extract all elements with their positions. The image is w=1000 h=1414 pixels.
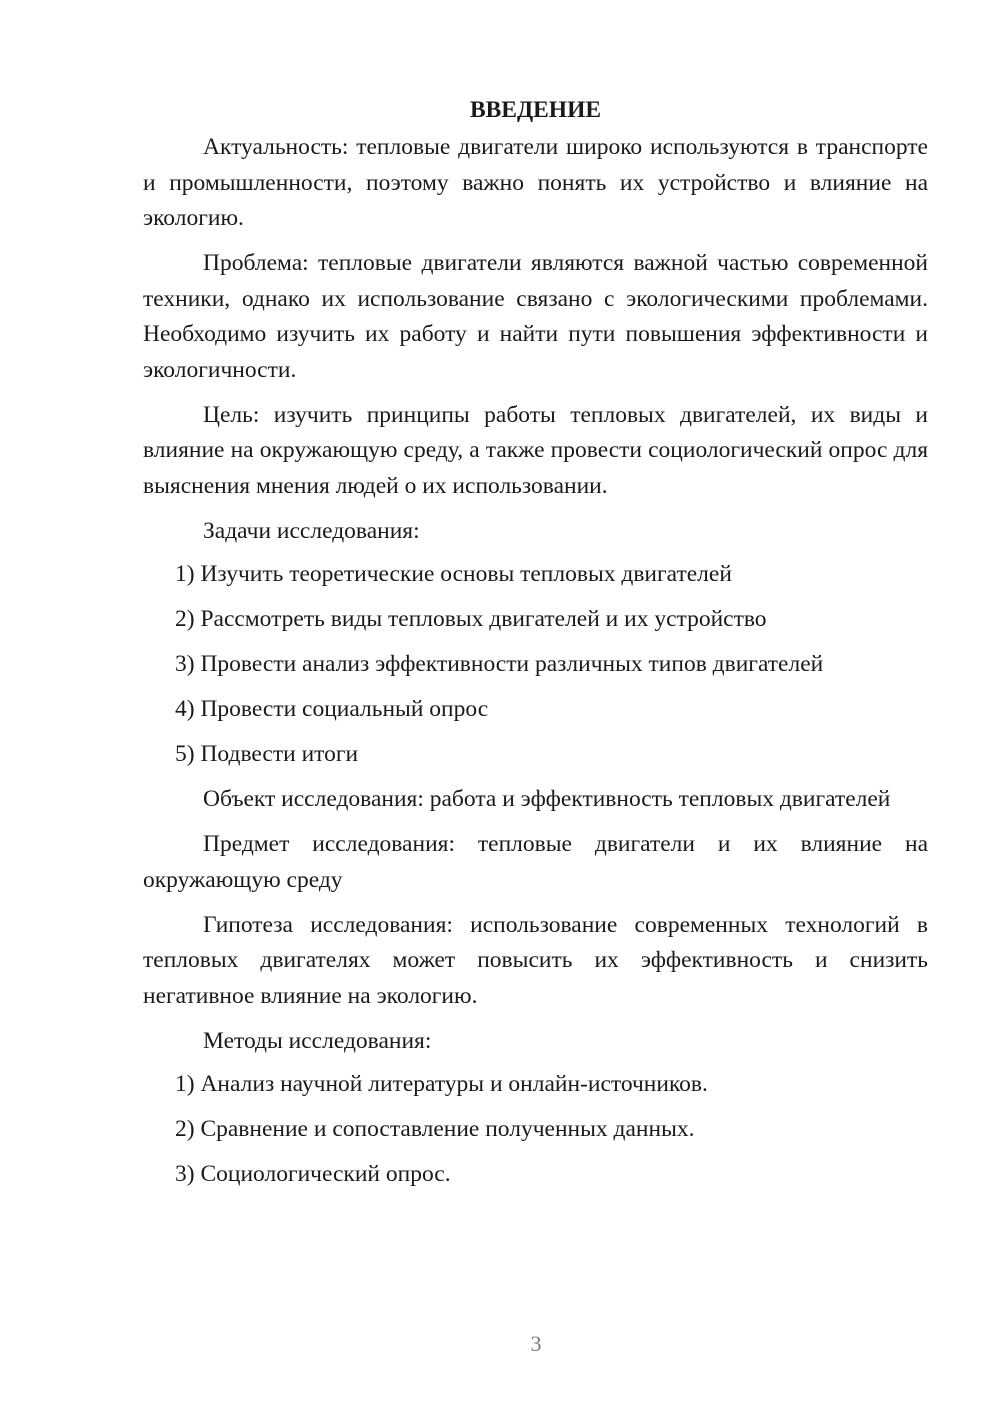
subject-paragraph: Предмет исследования: тепловые двигатели и их влияние на окружающую среду — [143, 831, 928, 893]
page-content — [143, 93, 928, 1202]
methods-heading: Методы исследования: — [203, 1027, 432, 1054]
object-paragraph: Объект исследования: работа и эффективность тепловых двигателей — [203, 786, 891, 812]
task-item: 2) Рассмотреть виды тепловых двигателей и их устройство — [175, 606, 767, 632]
hypothesis-paragraph: Гипотеза исследования: использование современных технологий в тепловых двигателях может повысить их эффективность и снизить негативное влияние на экологию. — [143, 911, 928, 1009]
method-item: 3) Социологический опрос. — [175, 1161, 451, 1187]
section-title: ВВЕДЕНИЕ — [469, 97, 602, 123]
task-item: 1) Изучить теоретические основы тепловых двигателей — [175, 561, 732, 587]
goal-paragraph: Цель: изучить принципы работы тепловых двигателей, их виды и влияние на окружающую среду, а также провести социологический опрос для выяснения мнения людей о их использовании. — [143, 401, 928, 499]
relevance-paragraph: Актуальность: тепловые двигатели широко используются в транспорте и промышленности, поэтому важно понять их устройство и влияние на экологию. — [143, 134, 928, 231]
task-item: 4) Провести социальный опрос — [175, 696, 489, 722]
page-number: 3 — [530, 1331, 542, 1356]
tasks-heading: Задачи исследования: — [203, 517, 420, 544]
method-item: 2) Сравнение и сопоставление полученных данных. — [175, 1116, 695, 1142]
task-item: 5) Подвести итоги — [175, 741, 359, 767]
problem-paragraph: Проблема: тепловые двигатели являются важной частью современной техники, однако их использование связано с экологическими проблемами. Необходимо изучить их работу и найти пути повышения эффективности и экологичности. — [143, 250, 928, 383]
task-item: 3) Провести анализ эффективности различных типов двигателей — [175, 651, 824, 677]
method-item: 1) Анализ научной литературы и онлайн-источников. — [175, 1071, 708, 1097]
